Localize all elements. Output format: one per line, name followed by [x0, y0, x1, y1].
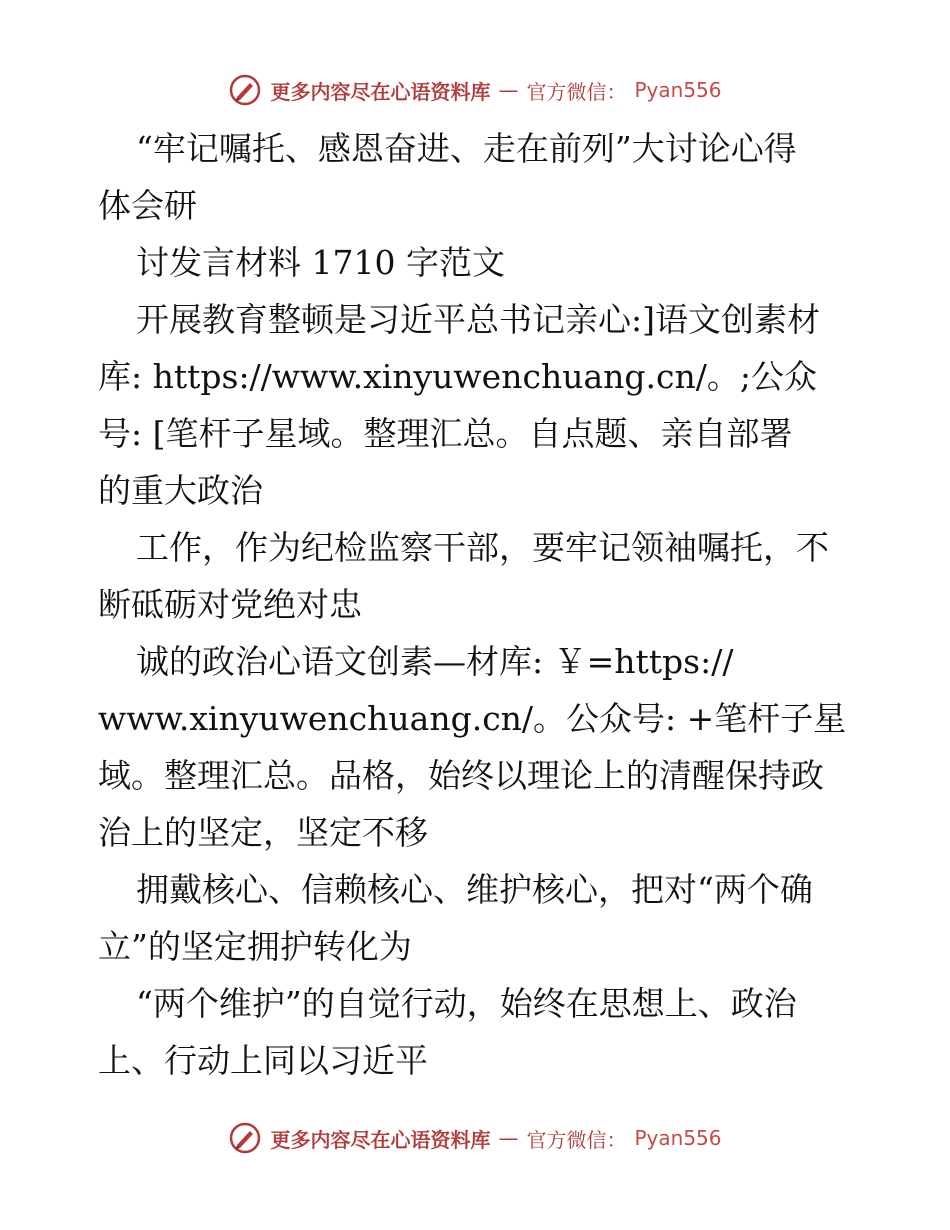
- paragraph-line: 诚的政治心语文创素—材库: ￥=https://: [136, 642, 734, 681]
- paragraph-line: 体会研: [98, 186, 197, 225]
- paragraph-line: 工作，作为纪检监察干部，要牢记领袖嘱托，不: [136, 528, 829, 567]
- paragraph-line: 治上的坚定，坚定不移: [98, 813, 428, 852]
- paragraph-line: 立”的坚定拥护转化为: [98, 927, 412, 966]
- paragraph-line: 开展教育整顿是习近平总书记亲心:]语文创素材: [136, 300, 820, 339]
- paragraph-line: www.xinyuwenchuang.cn/。公众号: +笔杆子星: [98, 699, 847, 738]
- header-watermark: [0, 70, 950, 110]
- paragraph-line: 库: https://www.xinyuwenchuang.cn/。;公众: [98, 357, 817, 396]
- watermark-sub-text: 官方微信：: [526, 1127, 627, 1152]
- watermark-sub-text: 官方微信：: [526, 79, 627, 104]
- paragraph-line: 上、行动上同以习近平: [98, 1041, 428, 1080]
- paragraph-line: 的重大政治: [98, 471, 263, 510]
- paragraph-title: [98, 120, 854, 234]
- pen-logo-icon: [228, 1121, 262, 1155]
- paragraph-subtitle: [98, 234, 854, 291]
- paragraph-line: “牢记嘱托、感恩奋进、走在前列”大讨论心得: [136, 129, 797, 168]
- footer-watermark: [0, 1118, 950, 1158]
- paragraph-line: 讨发言材料 1710 字范文: [136, 243, 505, 282]
- pen-logo-icon: [228, 73, 262, 107]
- watermark-dash: —: [498, 78, 519, 102]
- paragraph-body: [98, 519, 854, 633]
- paragraph-line: 域。整理汇总。品格，始终以理论上的清醒保持政: [98, 756, 824, 795]
- watermark-main-text: 更多内容尽在心语资料库: [270, 79, 491, 104]
- watermark-wechat-id: Pyan556: [634, 1126, 722, 1150]
- watermark-main-text: 更多内容尽在心语资料库: [270, 1127, 491, 1152]
- watermark-wechat-id: Pyan556: [634, 78, 722, 102]
- paragraph-body: [98, 291, 854, 519]
- watermark-dash: —: [498, 1126, 519, 1150]
- paragraph-body: [98, 633, 854, 861]
- paragraph-line: 断砥砺对党绝对忠: [98, 585, 362, 624]
- paragraph-line: 拥戴核心、信赖核心、维护核心，把对“两个确: [136, 870, 813, 909]
- paragraph-line: 号: [笔杆子星域。整理汇总。自点题、亲自部署: [98, 414, 793, 453]
- paragraph-body: [98, 861, 854, 975]
- document-body: [98, 120, 854, 1089]
- paragraph-line: “两个维护”的自觉行动，始终在思想上、政治: [136, 984, 797, 1023]
- paragraph-body: [98, 975, 854, 1089]
